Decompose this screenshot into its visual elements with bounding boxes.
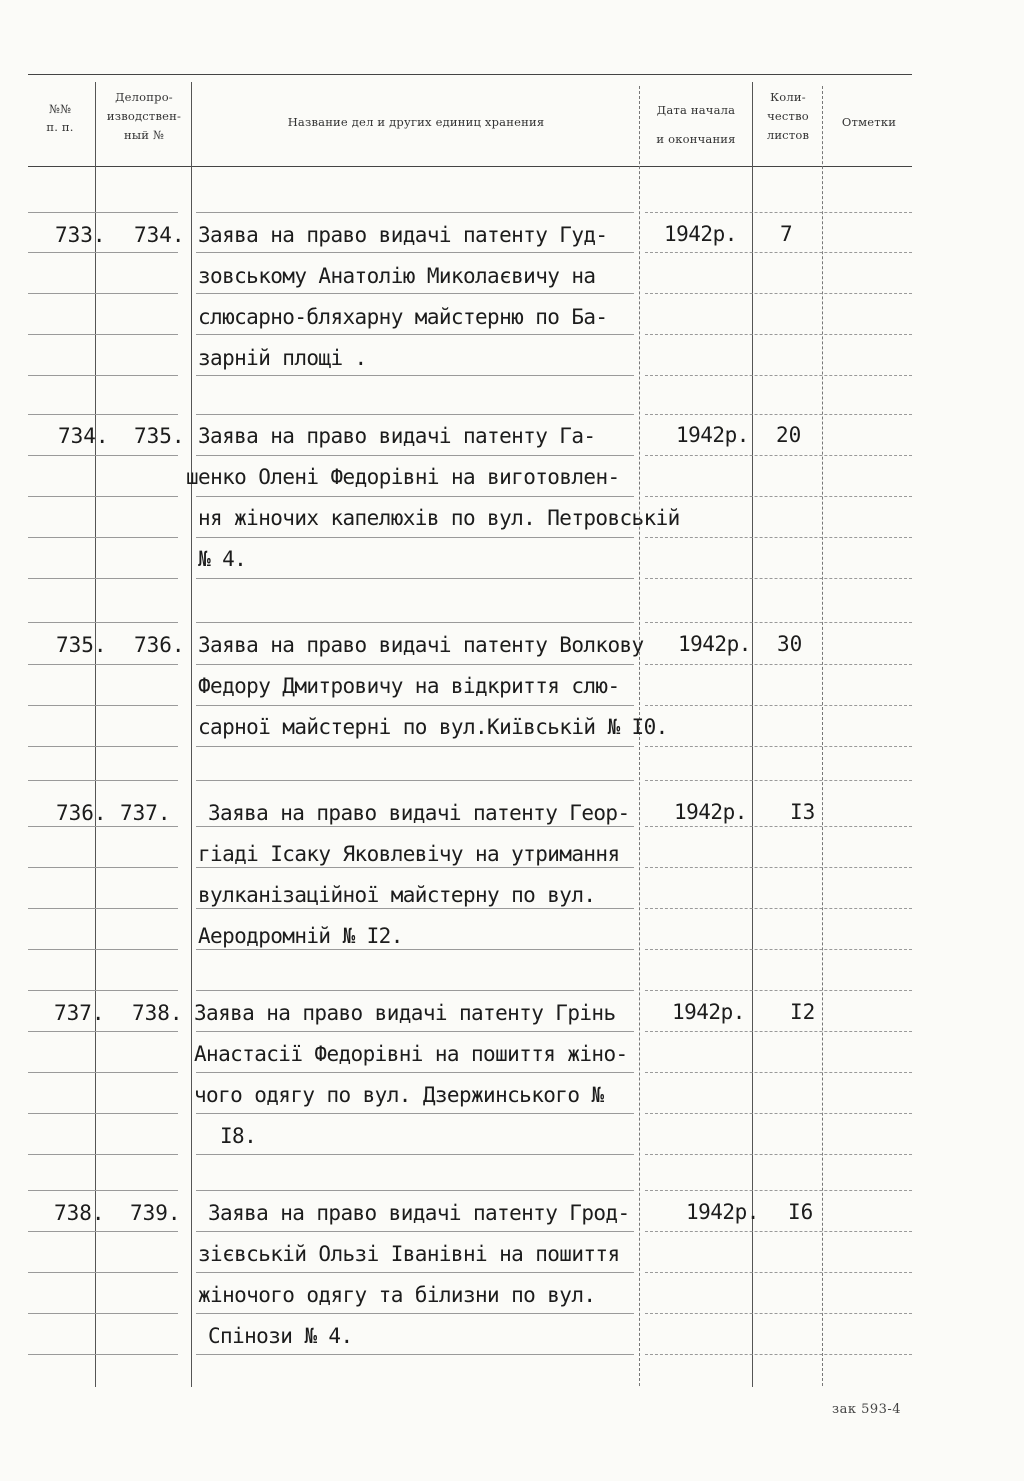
title-line: Спінози № 4. xyxy=(208,1324,353,1348)
title-line: гіаді Ісаку Яковлевічу на утримання xyxy=(198,842,620,866)
header-case-line3: ный № xyxy=(123,128,165,142)
ledger-rule xyxy=(645,1154,912,1155)
header-sheets-line3: листов xyxy=(766,128,810,142)
ledger-rule xyxy=(645,1190,912,1191)
ledger-rule xyxy=(645,212,912,213)
ledger-rule xyxy=(28,578,178,579)
ledger-rule xyxy=(28,705,178,706)
ledger-rule xyxy=(645,578,912,579)
ledger-rule xyxy=(28,1190,178,1191)
print-order-stamp: зак 593-4 xyxy=(832,1402,902,1417)
row-case-number: 736. xyxy=(134,633,185,657)
ledger-rule xyxy=(645,990,912,991)
ledger-rule xyxy=(28,455,178,456)
title-line: ня жіночих капелюхів по вул. Петровській xyxy=(198,506,680,530)
row-sheet-count: I3 xyxy=(790,800,816,824)
row-title xyxy=(198,215,658,379)
ledger-rule xyxy=(645,455,912,456)
title-line: Заява на право видачі патенту Гуд- xyxy=(198,223,608,247)
ledger-rule xyxy=(28,1154,178,1155)
ledger-rule xyxy=(645,1113,912,1114)
title-line: зієвській Ользі Іванівні на пошиття xyxy=(198,1242,620,1266)
ledger-rule xyxy=(645,1031,912,1032)
header-sheets-line1: Коли- xyxy=(770,90,806,104)
ledger-rule xyxy=(28,293,178,294)
title-line: вулканізаційної майстерну по вул. xyxy=(198,883,596,907)
ledger-rule xyxy=(645,1231,912,1232)
row-title xyxy=(198,625,668,748)
row-title xyxy=(186,416,680,580)
ledger-rule xyxy=(645,1354,912,1355)
ledger-rule xyxy=(28,664,178,665)
ledger-rule xyxy=(28,212,178,213)
header-sheets xyxy=(754,88,822,145)
row-title xyxy=(198,1193,658,1357)
title-line: сарної майстерні по вул.Київській № I0. xyxy=(198,715,668,739)
ledger-rule xyxy=(645,908,912,909)
title-line: Аеродромній № I2. xyxy=(198,924,403,948)
title-line: Заява на право видачі патенту Грінь xyxy=(194,1001,616,1025)
ledger-rule xyxy=(645,780,912,781)
title-line: зовському Анатолію Миколаєвичу на xyxy=(198,264,596,288)
ledger-rule xyxy=(28,826,178,827)
ledger-rule xyxy=(645,1313,912,1314)
row-title xyxy=(194,993,658,1157)
ledger-rule xyxy=(28,334,178,335)
title-line: Заява на право видачі патенту Га- xyxy=(198,424,596,448)
row-serial-number: 733. xyxy=(55,223,106,247)
ledger-rule xyxy=(196,622,634,623)
title-line: Федору Дмитровичу на відкриття слю- xyxy=(198,674,620,698)
ledger-rule xyxy=(28,949,178,950)
header-number-line2: п. п. xyxy=(46,120,74,134)
ledger-rule xyxy=(645,293,912,294)
ledger-rule xyxy=(196,1190,634,1191)
row-case-number: 734. xyxy=(134,223,185,247)
column-divider xyxy=(822,86,823,1386)
ledger-rule xyxy=(28,1113,178,1114)
title-line: Заява на право видачі патенту Грод- xyxy=(208,1201,630,1225)
ledger-rule xyxy=(645,537,912,538)
row-sheet-count: I2 xyxy=(790,1000,816,1024)
row-sheet-count: 20 xyxy=(776,423,802,447)
title-line: слюсарно-бляхарну майстерню по Ба- xyxy=(198,305,608,329)
ledger-rule xyxy=(28,1231,178,1232)
ledger-rule xyxy=(28,867,178,868)
row-serial-number: 737. xyxy=(54,1001,105,1025)
ledger-rule xyxy=(28,537,178,538)
ledger-rule xyxy=(28,622,178,623)
title-line: чого одягу по вул. Дзержинського № xyxy=(194,1083,604,1107)
header-date-line1: Дата начала xyxy=(656,103,736,117)
row-sheet-count: 7 xyxy=(780,222,793,246)
column-divider xyxy=(95,82,96,1387)
column-divider xyxy=(752,82,753,1387)
header-case-number xyxy=(98,88,190,145)
row-serial-number: 734. xyxy=(58,424,109,448)
ledger-rule xyxy=(28,1072,178,1073)
header-date-line2: и окончания xyxy=(656,132,736,146)
ledger-rule xyxy=(645,252,912,253)
ledger-rule xyxy=(645,414,912,415)
header-notes: Отметки xyxy=(841,115,897,129)
ledger-rule xyxy=(196,780,634,781)
ledger-rule xyxy=(645,705,912,706)
title-line: Анастасії Федорівні на пошиття жіно- xyxy=(194,1042,628,1066)
header-title: Название дел и других единиц хранения xyxy=(287,115,545,129)
ledger-rule xyxy=(28,746,178,747)
header-sheets-line2: чество xyxy=(767,109,809,123)
ledger-rule xyxy=(196,990,634,991)
header-dates xyxy=(642,96,750,154)
ledger-rule xyxy=(28,414,178,415)
ledger-rule xyxy=(28,1354,178,1355)
row-case-number: 737. xyxy=(120,801,171,825)
row-title xyxy=(198,793,658,957)
row-date: 1942р. xyxy=(664,222,737,246)
row-case-number: 735. xyxy=(134,424,185,448)
header-number xyxy=(30,100,90,136)
ledger-rule xyxy=(645,826,912,827)
header-case-line2: изводствен- xyxy=(106,109,182,123)
title-line: жіночого одягу та білизни по вул. xyxy=(198,1283,596,1307)
row-date: 1942р. xyxy=(678,632,751,656)
row-sheet-count: I6 xyxy=(788,1200,814,1224)
row-case-number: 739. xyxy=(130,1201,181,1225)
row-serial-number: 736. xyxy=(56,801,107,825)
table-top-rule xyxy=(28,74,912,75)
ledger-rule xyxy=(645,1272,912,1273)
row-case-number: 738. xyxy=(132,1001,183,1025)
row-date: 1942р. xyxy=(676,423,749,447)
title-line: I8. xyxy=(220,1124,257,1148)
title-line: № 4. xyxy=(198,547,247,571)
ledger-rule xyxy=(196,414,634,415)
header-number-line1: №№ xyxy=(48,102,72,116)
ledger-rule xyxy=(28,496,178,497)
ledger-rule xyxy=(645,746,912,747)
ledger-rule xyxy=(28,1272,178,1273)
title-line: шенко Олені Федорівні на виготовлен- xyxy=(186,465,620,489)
ledger-rule xyxy=(645,664,912,665)
title-line: зарній площі . xyxy=(198,346,367,370)
row-sheet-count: 30 xyxy=(777,632,803,656)
ledger-rule xyxy=(28,1031,178,1032)
header-case-line1: Делопро- xyxy=(115,90,173,104)
ledger-rule xyxy=(28,990,178,991)
ledger-rule xyxy=(645,334,912,335)
title-line: Заява на право видачі патенту Волкову xyxy=(198,633,644,657)
ledger-rule xyxy=(28,1313,178,1314)
ledger-rule xyxy=(28,252,178,253)
column-divider xyxy=(191,82,192,1387)
ledger-rule xyxy=(645,496,912,497)
ledger-rule xyxy=(645,867,912,868)
ledger-rule xyxy=(28,780,178,781)
ledger-rule xyxy=(645,375,912,376)
ledger-rule xyxy=(196,212,634,213)
title-line: Заява на право видачі патенту Геор- xyxy=(208,801,630,825)
ledger-rule xyxy=(645,949,912,950)
row-date: 1942р. xyxy=(674,800,747,824)
row-serial-number: 738. xyxy=(54,1201,105,1225)
header-bottom-rule xyxy=(28,166,912,167)
ledger-rule xyxy=(645,622,912,623)
ledger-rule xyxy=(28,908,178,909)
row-date: 1942р. xyxy=(672,1000,745,1024)
ledger-rule xyxy=(645,1072,912,1073)
ledger-rule xyxy=(28,375,178,376)
row-serial-number: 735. xyxy=(56,633,107,657)
row-date: 1942р. xyxy=(686,1200,759,1224)
